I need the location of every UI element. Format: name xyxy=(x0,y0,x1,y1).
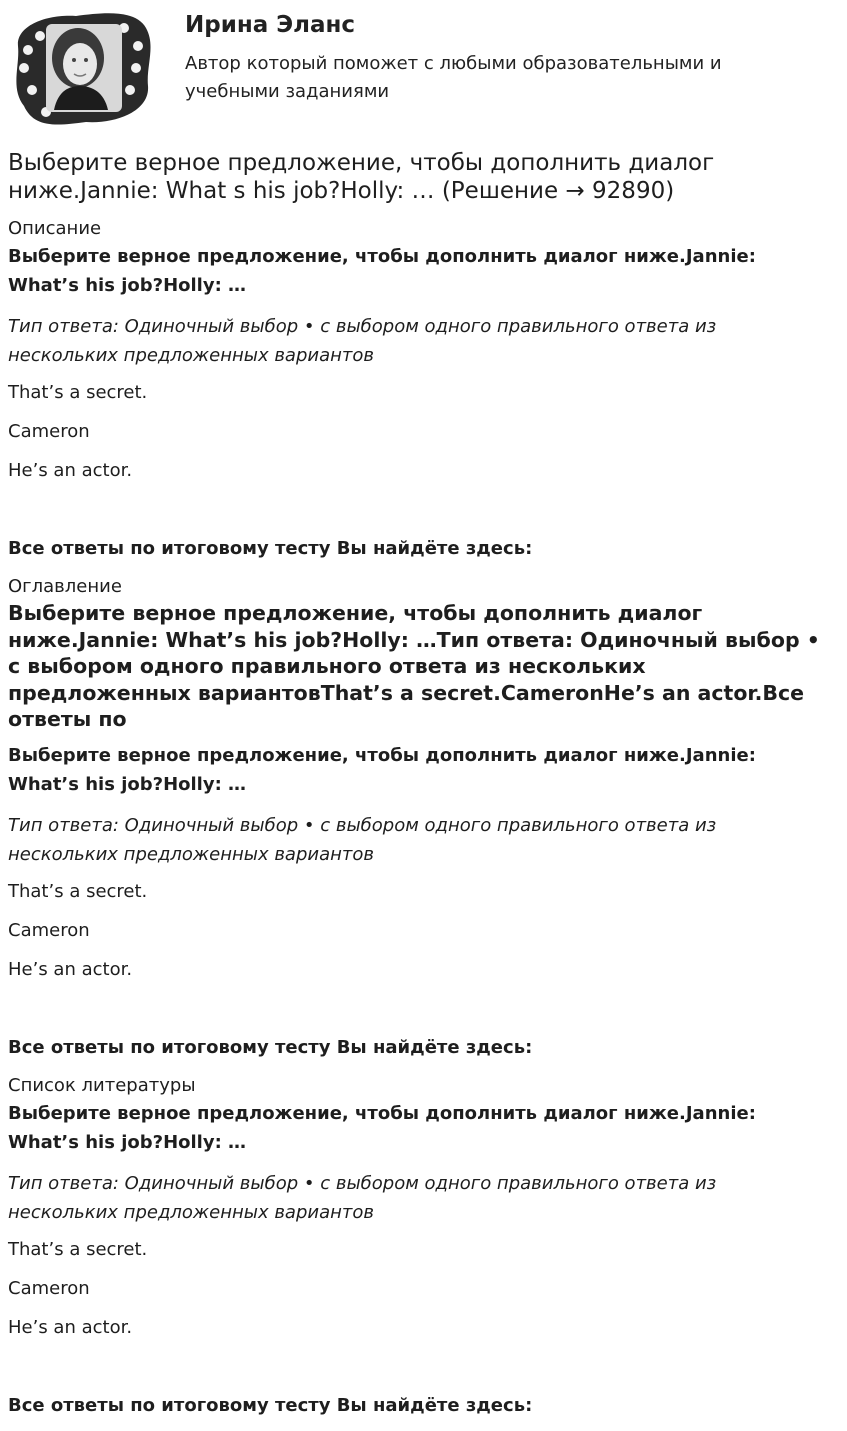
all-answers-link[interactable]: Все ответы по итоговому тесту Вы найдёте здесь: xyxy=(8,1036,533,1058)
toc-heading: Выберите верное предложение, чтобы дополнить диалог ниже.Jannie: What’s his job?Holly: …Тип ответа: Одиночный выбор • с выбором одного правильного ответа из нескольких предложенных вариантовThat’s a secret.CameronHe’s an actor.Все ответы по xyxy=(8,601,820,731)
question-text: Выберите верное предложение, чтобы дополнить диалог ниже.Jannie: What’s his job?Holly: … xyxy=(8,246,756,296)
answer-type: Тип ответа: Одиночный выбор • с выбором одного правильного ответа из нескольких предложенных вариантов xyxy=(8,316,717,366)
option-item: He’s an actor. xyxy=(8,460,133,481)
option-item: Cameron xyxy=(8,1277,90,1299)
question-text: Выберите верное предложение, чтобы дополнить диалог ниже.Jannie: What’s his job?Holly: … xyxy=(8,744,756,795)
author-header xyxy=(0,0,847,140)
option-item: That’s a secret. xyxy=(8,880,148,902)
all-answers-link[interactable]: Все ответы по итоговому тесту Вы найдёте здесь: xyxy=(8,1394,533,1416)
option-item: That’s a secret. xyxy=(8,1238,148,1260)
author-name[interactable]: Ирина Эланс xyxy=(185,12,356,38)
page-title: Выберите верное предложение, чтобы дополнить диалог ниже.Jannie: What s his job?Holly: … (Решение → 92890) xyxy=(8,150,715,204)
option-item: Cameron xyxy=(8,421,90,442)
option-item: He’s an actor. xyxy=(8,958,133,980)
author-description: Автор который поможет с любыми образовательными и учебными заданиями xyxy=(185,53,722,102)
option-item: Cameron xyxy=(8,919,90,941)
section-label-description: Описание xyxy=(8,218,102,239)
option-item: He’s an actor. xyxy=(8,1316,133,1338)
section-label-toc: Оглавление xyxy=(8,576,122,597)
author-avatar xyxy=(6,6,152,128)
section-label-literature: Список литературы xyxy=(8,1074,196,1096)
question-text: Выберите верное предложение, чтобы дополнить диалог ниже.Jannie: What’s his job?Holly: … xyxy=(8,1102,756,1153)
answer-type: Тип ответа: Одиночный выбор • с выбором одного правильного ответа из нескольких предложенных вариантов xyxy=(8,814,717,865)
answer-type: Тип ответа: Одиночный выбор • с выбором одного правильного ответа из нескольких предложенных вариантов xyxy=(8,1172,717,1223)
main-content xyxy=(8,216,828,1431)
option-item: That’s a secret. xyxy=(8,382,148,403)
all-answers-link[interactable]: Все ответы по итоговому тесту Вы найдёте здесь: xyxy=(8,538,533,559)
